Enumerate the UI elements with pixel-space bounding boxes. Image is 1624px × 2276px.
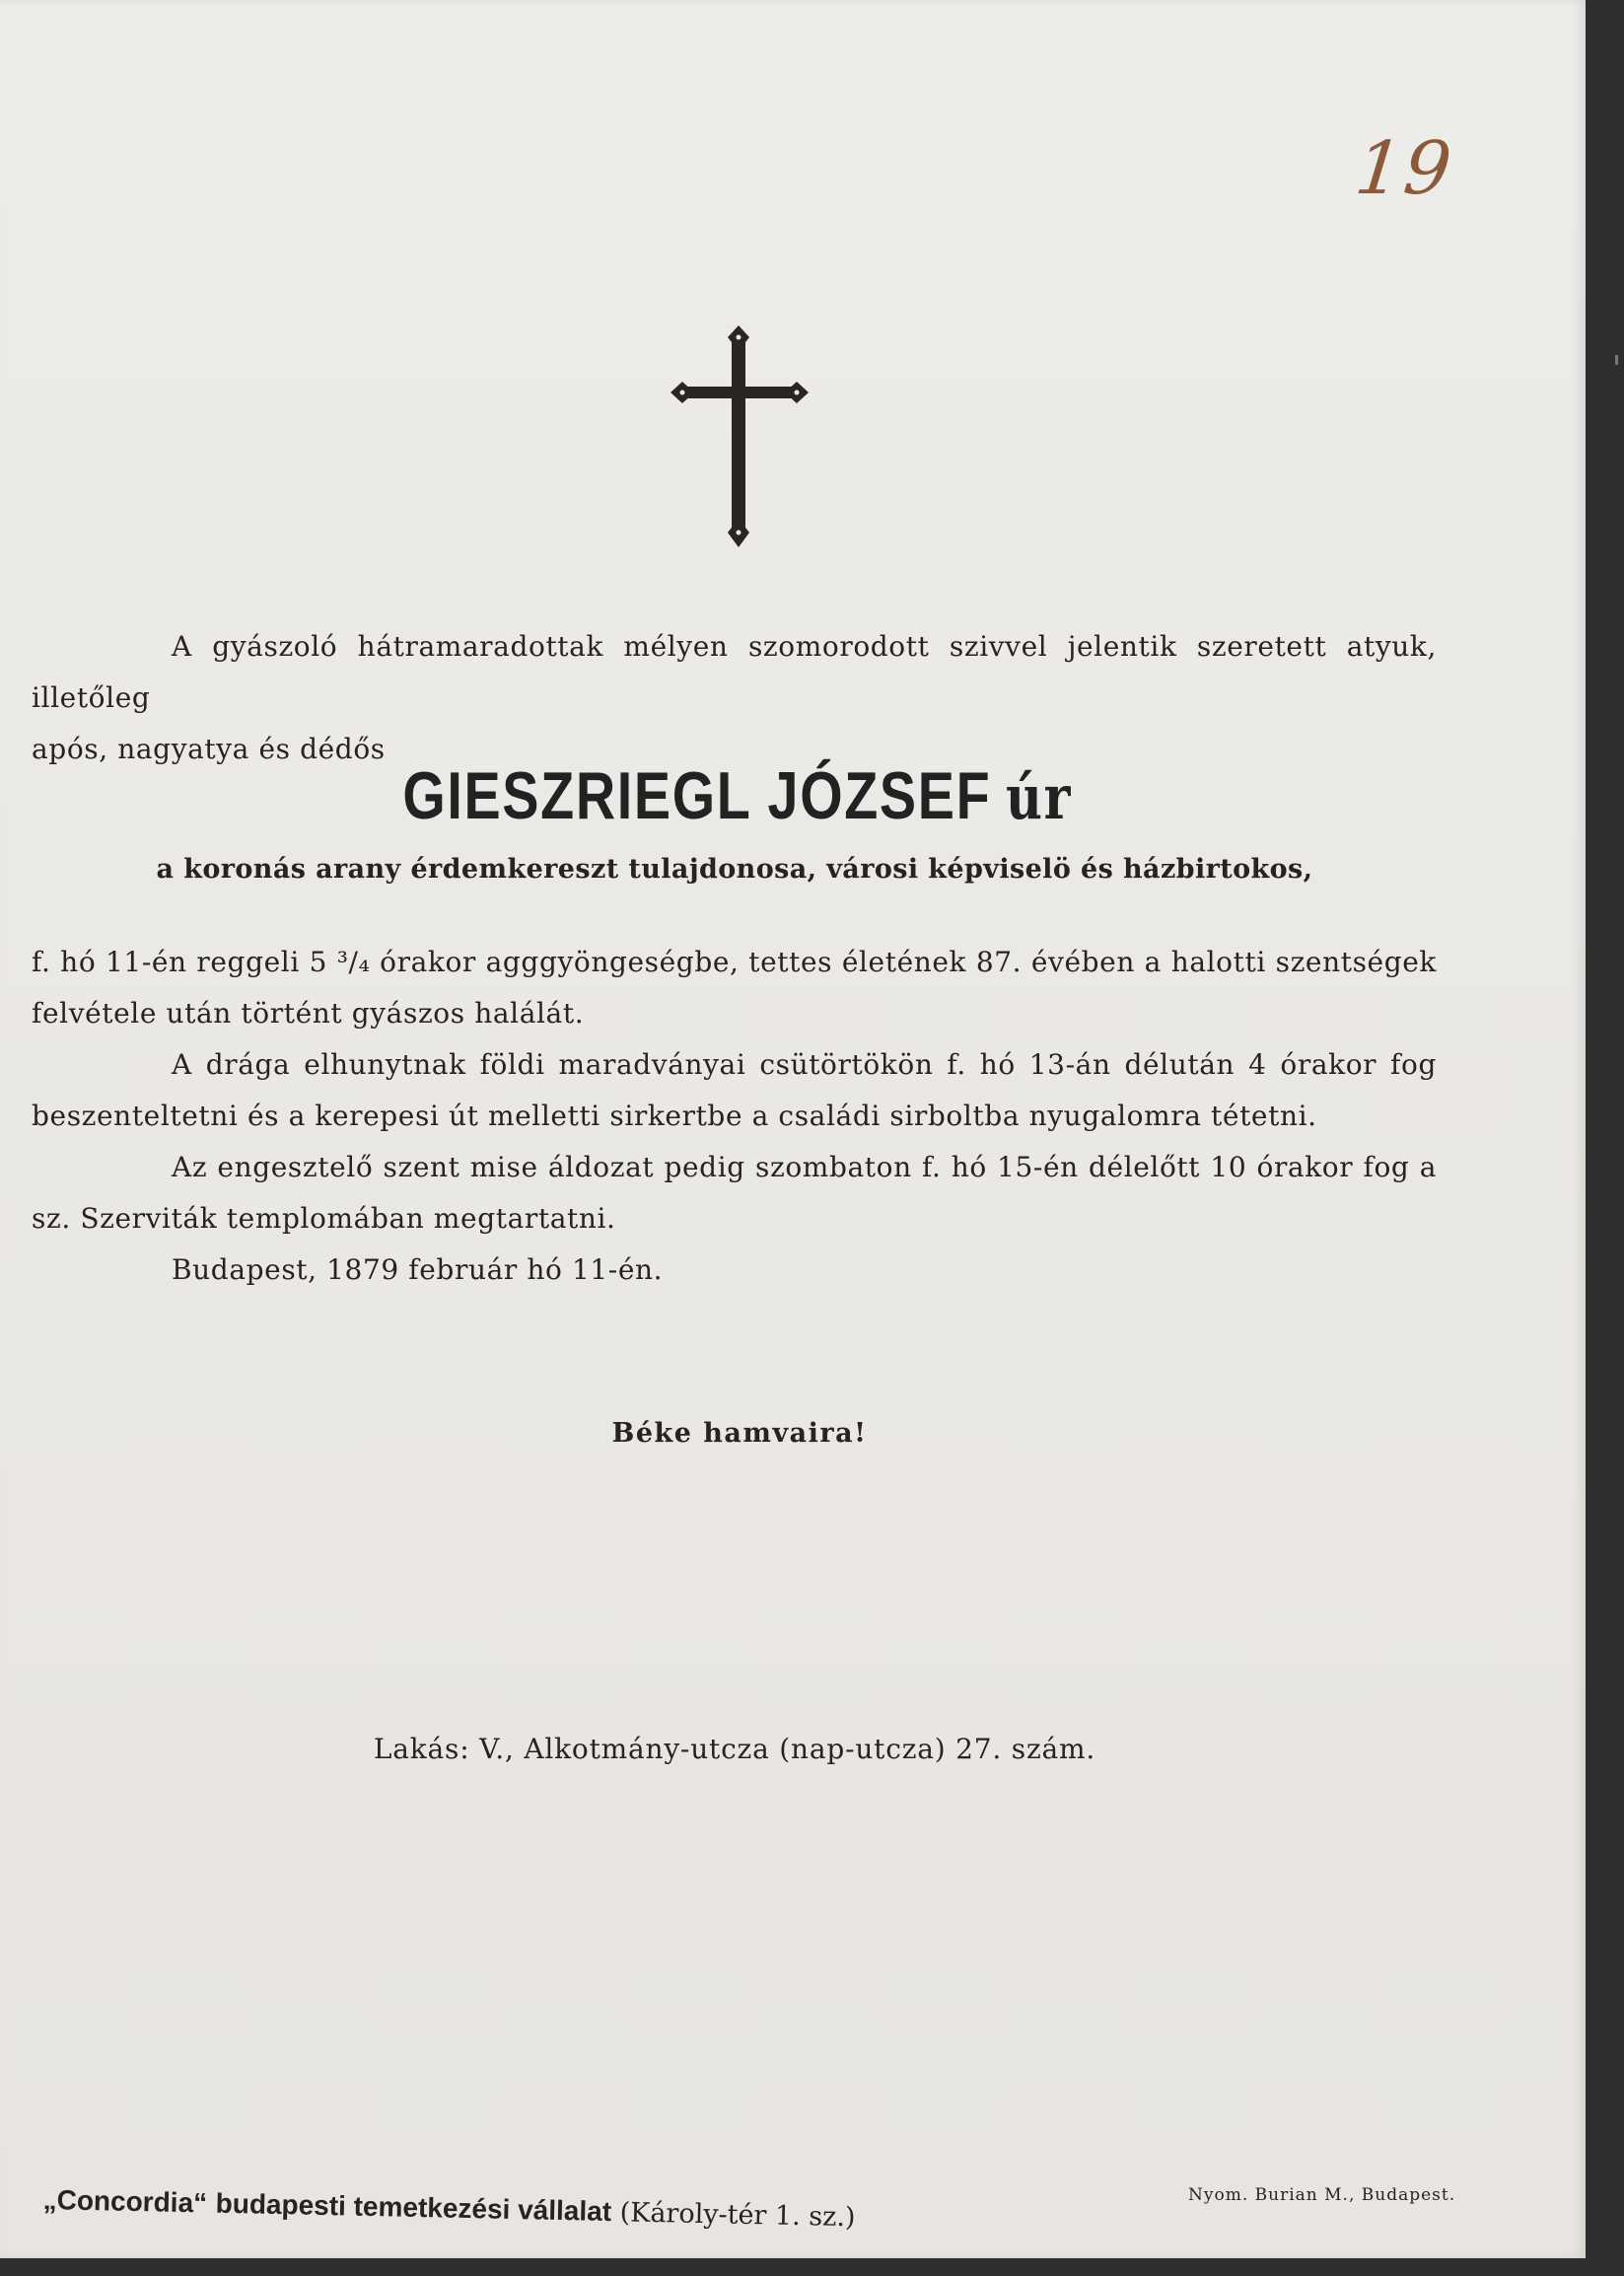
undertaker-brand: „Concordia“ xyxy=(42,2184,208,2219)
paragraph-burial: A drága elhunytnak földi maradványai csütörtökön f. hó 13-án délután 4 órakor fog beszenteltetni és a kerepesi út melletti sirkertbe a családi sirboltba nyugalomra tétetni. xyxy=(32,1048,1437,1132)
paragraph-mass: Az engesztelő szent mise áldozat pedig szombaton f. hó 15-én délelőtt 10 órakor fog a sz. Szerviták templomában megtartatni. xyxy=(32,1151,1437,1235)
edge-mark xyxy=(1615,355,1618,365)
deceased-name-heading xyxy=(135,757,1340,834)
closing-blessing: Béke hamvaira! xyxy=(611,1418,868,1449)
intro-line-2: após, nagyatya és dédős xyxy=(32,733,386,765)
folio-number: 19 xyxy=(1351,126,1457,211)
printer-credit: Nyom. Burian M., Budapest. xyxy=(1188,2185,1456,2205)
intro-line-1: A gyászoló hátramaradottak mélyen szomorodott szivvel jelentik szeretett atyuk, illetőleg xyxy=(32,630,1437,714)
announcement-body xyxy=(32,937,1437,1296)
cross-icon xyxy=(671,325,809,547)
residence-address: Lakás: V., Alkotmány-utcza (nap-utcza) 27. szám. xyxy=(373,1733,1096,1765)
deceased-title: a koronás arany érdemkereszt tulajdonosa, városi képviselö és házbirtokos, xyxy=(156,854,1313,885)
deceased-honorific: úr xyxy=(1006,761,1073,833)
intro-text xyxy=(32,621,1437,775)
deceased-name: GIESZRIEGL JÓZSEF xyxy=(402,758,992,833)
date-line: Budapest, 1879 február hó 11-én. xyxy=(172,1253,664,1286)
undertaker-location: (Károly-tér 1. sz.) xyxy=(619,2197,856,2234)
undertaker-line xyxy=(42,2184,856,2233)
paragraph-death: f. hó 11-én reggeli 5 ³/₄ órakor agggyöngeségbe, tettes életének 87. évében a halotti szentségek felvétele után történt gyászos halálát. xyxy=(32,946,1437,1030)
undertaker-company: budapesti temetkezési vállalat xyxy=(215,2187,612,2228)
